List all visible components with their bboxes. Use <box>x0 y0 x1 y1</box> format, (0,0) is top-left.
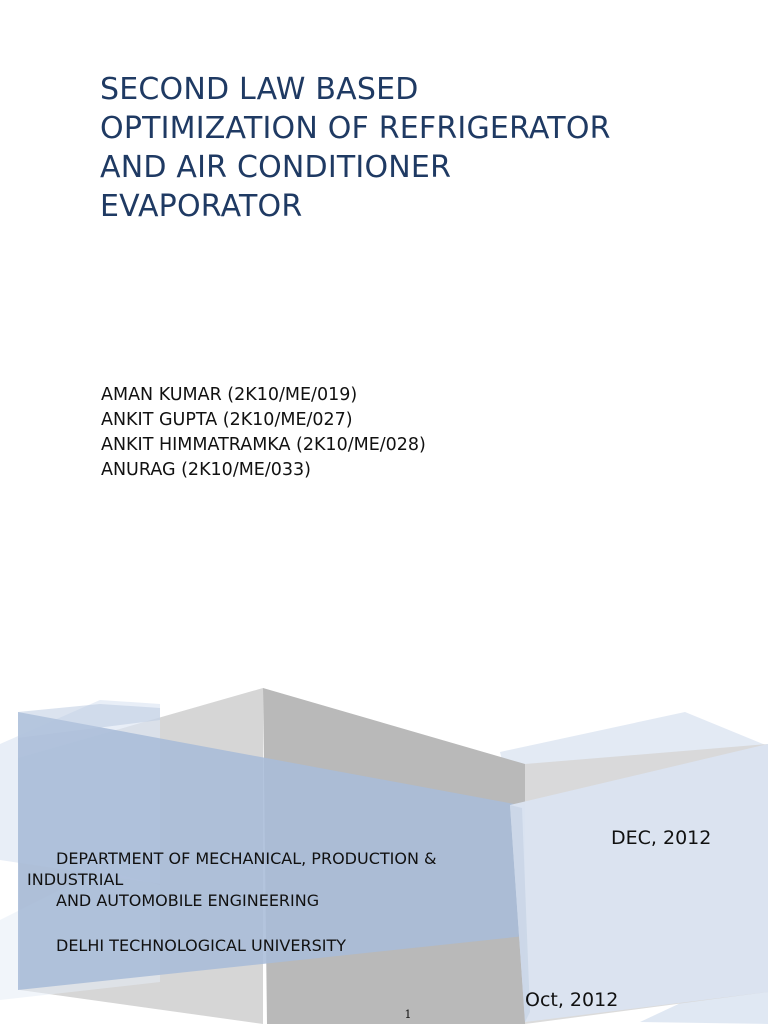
title-line: SECOND LAW BASED <box>100 72 419 107</box>
title-line: OPTIMIZATION OF REFRIGERATOR <box>100 111 611 146</box>
author-entry: ANURAG (2K10/ME/033) <box>101 460 311 480</box>
author-entry: ANKIT GUPTA (2K10/ME/027) <box>101 410 353 430</box>
author-list <box>101 383 426 483</box>
author-entry: AMAN KUMAR (2K10/ME/019) <box>101 385 358 405</box>
department-line: DEPARTMENT OF MECHANICAL, PRODUCTION & <box>56 849 437 868</box>
department-line: AND AUTOMOBILE ENGINEERING <box>56 891 320 910</box>
date-bottom: Oct, 2012 <box>525 989 619 1011</box>
date-right: DEC, 2012 <box>611 827 712 849</box>
title-line: AND AIR CONDITIONER <box>100 150 452 185</box>
department-line: INDUSTRIAL <box>27 870 124 889</box>
department-block <box>27 848 507 956</box>
author-entry: ANKIT HIMMATRAMKA (2K10/ME/028) <box>101 435 426 455</box>
page-number: 1 <box>404 1008 412 1021</box>
title-line: EVAPORATOR <box>100 189 303 224</box>
department-spacing <box>27 911 507 935</box>
document-title <box>100 70 720 226</box>
university-name: DELHI TECHNOLOGICAL UNIVERSITY <box>56 936 346 955</box>
